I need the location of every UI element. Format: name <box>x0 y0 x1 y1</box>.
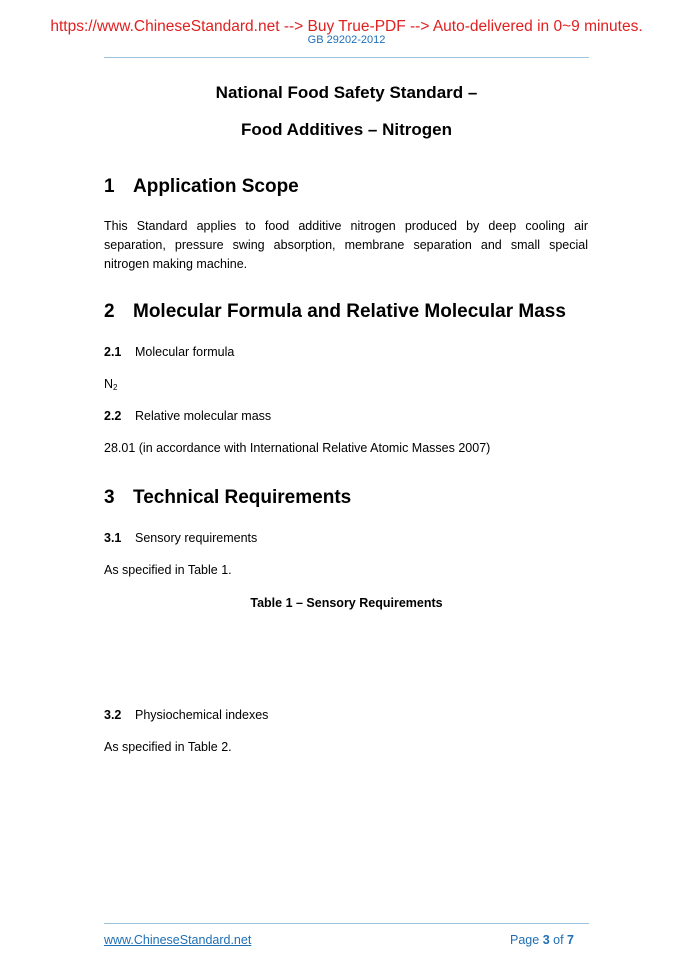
page-indicator <box>510 933 574 947</box>
subsection-2-2 <box>104 409 271 423</box>
promo-banner[interactable]: https://www.ChineseStandard.net --> Buy True-PDF --> Auto-delivered in 0~9 minutes. <box>50 18 643 35</box>
footer-website-link[interactable]: www.ChineseStandard.net <box>104 933 252 947</box>
section-3-heading <box>104 487 351 509</box>
document-title-line1: National Food Safety Standard – <box>215 83 478 102</box>
molecular-formula <box>104 377 117 392</box>
subsection-label: Molecular formula <box>135 345 235 359</box>
subsection-number: 3.2 <box>104 708 122 722</box>
subsection-label: Sensory requirements <box>135 531 258 545</box>
section-title: Molecular Formula and Relative Molecular Mass <box>133 301 566 322</box>
table-2-reference: As specified in Table 2. <box>104 740 232 754</box>
footer-divider <box>104 923 589 924</box>
section-number: 1 <box>104 176 115 197</box>
section-1-heading <box>104 176 299 198</box>
table-1-reference: As specified in Table 1. <box>104 563 232 577</box>
subsection-number: 2.1 <box>104 345 122 359</box>
section-title: Application Scope <box>133 176 299 197</box>
formula-subscript: 2 <box>113 383 118 392</box>
subsection-label: Physiochemical indexes <box>135 708 269 722</box>
subsection-number: 2.2 <box>104 409 122 423</box>
subsection-3-2 <box>104 708 268 722</box>
formula-base: N <box>104 377 114 391</box>
section-2-heading <box>104 301 566 323</box>
section-number: 3 <box>104 487 115 508</box>
section-title: Technical Requirements <box>133 487 352 508</box>
page-prefix: Page <box>510 933 540 947</box>
section-1-paragraph: This Standard applies to food additive nitrogen produced by deep cooling air separation, pressure swing absorption, membrane separation and small special nitrogen making machine. <box>104 219 588 271</box>
page-total: 7 <box>567 933 574 947</box>
page-of: of <box>553 933 564 947</box>
subsection-2-1 <box>104 345 234 359</box>
table-1-caption: Table 1 – Sensory Requirements <box>250 596 443 610</box>
header-divider <box>104 57 589 58</box>
section-number: 2 <box>104 301 115 322</box>
relative-mass-text: 28.01 (in accordance with International Relative Atomic Masses 2007) <box>104 441 491 455</box>
standard-code: GB 29202-2012 <box>307 34 386 46</box>
page-current: 3 <box>542 933 550 947</box>
subsection-number: 3.1 <box>104 531 122 545</box>
subsection-3-1 <box>104 531 257 545</box>
document-title-line2: Food Additives – Nitrogen <box>241 120 452 139</box>
subsection-label: Relative molecular mass <box>135 409 272 423</box>
